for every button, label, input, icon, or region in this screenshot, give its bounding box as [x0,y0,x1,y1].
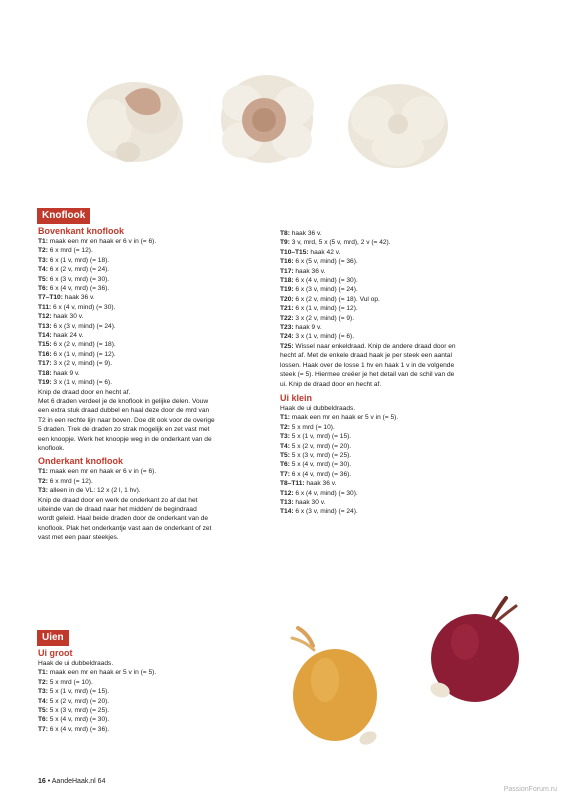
row-label: T7–T10: [38,294,63,302]
row-label: T17: [280,267,294,275]
garlic-icon [348,84,448,168]
row-text: haak 36 v. [62,294,95,302]
row-label: T11: [38,303,52,311]
ui-klein-intro: Haak de ui dubbeldraads. [280,404,356,412]
onion-photo-red [420,592,530,712]
row-label: T6: [280,461,290,469]
row-text: 6 x (2 v, mind) (= 18). Vul op. [293,295,380,303]
row-text: haak 42 v. [308,248,341,256]
instruction-row [280,304,530,313]
row-text: 3 x (2 v, mind) (= 9). [293,314,355,322]
row-label: T3: [38,688,48,696]
row-label: T7: [280,470,290,478]
page-number: 16 [38,778,46,785]
instruction-row [280,413,530,422]
garlic-icon [221,75,314,163]
text-line: uiteinde van de draad naar het midden/ de begindraad [38,505,197,513]
row-label: T12: [280,489,294,497]
row-label: T9: [280,239,290,247]
instruction-row [280,332,530,341]
instruction-row [38,467,274,476]
instruction-row [280,460,530,469]
row-label: T13: [280,498,294,506]
instruction-row [280,498,530,507]
instruction-row [38,331,274,340]
row-label: T25: [280,342,294,350]
heading-ui-klein: Ui klein [280,392,313,403]
row-label: T1: [38,669,48,677]
watermark: PassionForum.ru [503,786,557,793]
instruction-row [38,369,274,378]
bovenkant-rows [38,237,274,388]
magazine-name: AandeHaak.nl 64 [51,778,106,785]
instruction-row [280,479,530,488]
onion-icon [428,598,519,702]
instruction-row [280,432,530,441]
instruction-row [38,668,274,677]
row-text: 5 x (4 v, mrd) (= 30). [47,716,110,724]
row-text: haak 36 v. [304,480,337,488]
row-text: 6 x (3 v, mind) (= 24). [293,508,358,516]
row-label: T7: [38,725,48,733]
text-line: knoflook. Plak het onderkantje vast aan de onderkant of zet [38,524,212,532]
knoflook-continued-text [280,351,530,389]
row-label: T14: [280,508,294,516]
row-text: 6 x (1 v, mind) (= 12). [293,305,358,313]
instruction-row [38,359,274,368]
instruction-row [38,340,274,349]
row-label: T18: [38,369,52,377]
row-text: haak 9 v. [51,369,80,377]
text-line: Met 6 draden verdeel je de knoflook in gelijke delen. Vouw [38,397,209,405]
instruction-row [280,489,530,498]
onderkant-rows [38,467,274,495]
row-text: 6 x (3 v, mrd) (= 30). [47,275,110,283]
page-footer [38,778,105,785]
row-label: T23: [280,324,294,332]
row-label: T17: [38,360,52,368]
text-line: 5 draden. Trek de draden zo strak mogelijk en zet vast met [38,426,210,434]
instruction-row [280,238,530,247]
text-line: Knip de draad door en werk de onderkant zo af dat het [38,496,198,504]
row-label: T22: [280,314,294,322]
instruction-row [280,451,530,460]
section-label-knoflook: Knoflook [37,208,90,224]
row-text: 6 x (4 v, mind) (= 30). [293,489,358,497]
text-line: lossen. Haak over de losse 1 hv en haak 1 v in de volgende [280,361,455,369]
row-label: T19: [38,379,52,387]
instruction-row [38,378,274,387]
row-text: 6 x (4 v, mrd) (= 36). [47,725,110,733]
row-label: T16: [280,258,294,266]
heading-bovenkant-knoflook: Bovenkant knoflook [38,226,125,236]
text-line: Knip de draad door en hecht af. [38,388,131,396]
row-text: 3 x (1 v, mind) (= 6). [51,379,113,387]
row-text: haak 36 v. [289,230,322,237]
column-ui-groot [38,648,274,734]
row-text: 6 x (3 v, mind) (= 24). [51,322,116,330]
row-text: 6 x mrd (= 12). [47,477,93,485]
instruction-row [280,423,530,432]
ui-groot-rows [38,668,274,734]
instruction-row [280,470,530,479]
instruction-row [38,322,274,331]
heading-ui-groot: Ui groot [38,648,73,658]
row-text: 6 x (4 v, mrd) (= 36). [47,285,110,293]
heading-onderkant-knoflook: Onderkant knoflook [38,456,124,467]
instruction-row [38,486,274,495]
row-label: T18: [280,277,294,285]
row-label: T1: [280,414,290,422]
instruction-row [280,285,530,294]
instruction-row [38,237,274,246]
instruction-row [38,687,274,696]
row-text: 5 x mrd (= 10). [289,423,335,431]
row-label: T24: [280,333,294,341]
text-line: T2 in een rechte lijn naar boven. Doe dit ook voor de overige [38,416,215,424]
row-text: 6 x (4 v, mind) (= 30). [293,277,358,285]
row-text: 5 x (1 v, mrd) (= 15). [47,688,110,696]
row-label: T8–T11: [280,480,305,488]
onderkant-text [38,496,274,543]
row-text: 3 x (2 v, mind) (= 9). [51,360,113,368]
row-text: haak 9 v. [293,324,322,332]
row-label: T21: [280,305,294,313]
ui-groot-intro: Haak de ui dubbeldraads. [38,660,114,667]
ui-klein-rows [280,413,530,516]
row-text: maak een mr en haak er 6 v in (= 6). [47,238,157,245]
garlic-icon [87,82,183,162]
instruction-row [38,284,274,293]
row-text: 3 x (1 v, mind) (= 6). [293,333,355,341]
instruction-row [38,312,274,321]
instruction-row [280,295,530,304]
row-text: 5 x (3 v, mrd) (= 25). [47,707,110,715]
instruction-row [38,725,274,734]
instruction-row [38,678,274,687]
row-text: 6 x (3 v, mind) (= 24). [293,286,358,294]
instruction-row [280,267,530,276]
row-label: T6: [38,716,48,724]
row-label: T4: [38,697,48,705]
row-label: T3: [38,256,48,264]
row-label: T2: [38,477,48,485]
instruction-row [38,303,274,312]
text-line: hecht af. Met de enkele draad haak je per steek een aantal [280,352,452,360]
row-text: 6 x (4 v, mrd) (= 36). [289,470,352,478]
instruction-row [280,248,530,257]
onion-photo-yellow [280,620,390,750]
row-label: T2: [38,678,48,686]
instruction-row [280,507,530,516]
row-label: T4: [280,442,290,450]
row-text: 6 x (1 v, mrd) (= 18). [47,256,110,264]
row-text: haak 36 v. [293,267,326,275]
garlic-photo-2 [212,68,322,170]
row-label: T5: [280,451,290,459]
text-line: wordt geleid. Haal beide draden door de onderkant van de [38,515,209,523]
row-text: 5 x (4 v, mrd) (= 30). [289,461,352,469]
onion-icon [292,628,379,747]
row-text: 3 v, mrd, 5 x (5 v, mrd), 2 v (= 42). [289,239,391,247]
row-label: T8: [280,230,290,237]
text-line: ui. Knip de draad door en hecht af. [280,380,382,388]
row-label: T13: [38,322,52,330]
knoflook-continued-rows [280,229,530,351]
row-text: 6 x (1 v, mind) (= 12). [51,350,116,358]
row-text: maak een mr en haak er 5 v in (= 5). [289,414,399,422]
bovenkant-text [38,388,274,454]
row-label: T2: [280,423,290,431]
row-label: T5: [38,707,48,715]
row-label: T1: [38,238,48,245]
instruction-row [280,442,530,451]
row-label: T5: [38,275,48,283]
row-text: 5 x (1 v, mrd) (= 15). [289,433,352,441]
row-text: Wissel naar enkeldraad. Knip de andere draad door en [293,342,456,350]
row-text: haak 30 v. [293,498,326,506]
row-text: maak een mr en haak er 6 v in (= 6). [47,468,157,476]
instruction-row [280,276,530,285]
text-line: vast met een paar steekjes. [38,534,119,542]
column-left [38,226,274,543]
text-line: steek (= 5). Hiermee creëer je het detail van de schil van de [280,371,455,379]
row-text: 6 x (5 v, mind) (= 36). [293,258,358,266]
row-text: 6 x (2 v, mind) (= 18). [51,341,116,349]
garlic-photo-3 [343,78,453,173]
row-text: haak 30 v. [51,313,84,321]
footer-bullet: • [47,778,51,785]
instruction-row [38,246,274,255]
row-text: haak 24 v. [51,332,84,340]
text-line: een extra stuk draad dubbel en haal deze door de mrd van [38,407,210,415]
row-label: T12: [38,313,52,321]
row-label: T10–T15: [280,248,309,256]
column-right [280,229,530,517]
instruction-row [38,706,274,715]
row-text: 6 x (4 v, mind) (= 30). [51,303,116,311]
instruction-row [38,350,274,359]
instruction-row [280,257,530,266]
row-label: T3: [280,433,290,441]
text-line: knoflook. [38,444,65,452]
row-label: T19: [280,286,294,294]
row-text: 6 x mrd (= 12). [47,247,93,255]
instruction-row [38,256,274,265]
row-text: 5 x (3 v, mrd) (= 25). [289,451,352,459]
instruction-row [280,314,530,323]
row-label: T2: [38,247,48,255]
text-line: een knoopje. Werk het knoopje weg in de onderkant van de [38,435,212,443]
row-label: T1: [38,468,48,476]
instruction-row [38,697,274,706]
row-text: alleen in de VL: 12 x (2 l, 1 hv). [47,487,141,495]
instruction-row [38,715,274,724]
row-text: 5 x (2 v, mrd) (= 20). [289,442,352,450]
row-text: 6 x (2 v, mrd) (= 24). [47,266,110,274]
row-text: 5 x (2 v, mrd) (= 20). [47,697,110,705]
garlic-photo-1 [80,70,190,170]
section-label-uien: Uien [37,630,69,646]
row-label: T3: [38,487,48,495]
instruction-row [280,229,530,238]
row-text: maak een mr en haak er 5 v in (= 5). [47,669,157,677]
row-label: T15: [38,341,52,349]
instruction-row [38,477,274,486]
row-label: T6: [38,285,48,293]
instruction-row [38,275,274,284]
row-label: T20: [280,295,294,303]
row-label: T14: [38,332,52,340]
instruction-row [280,342,530,351]
row-label: T16: [38,350,52,358]
instruction-row [38,293,274,302]
row-text: 5 x mrd (= 10). [47,678,93,686]
row-label: T4: [38,266,48,274]
instruction-row [280,323,530,332]
instruction-row [38,265,274,274]
